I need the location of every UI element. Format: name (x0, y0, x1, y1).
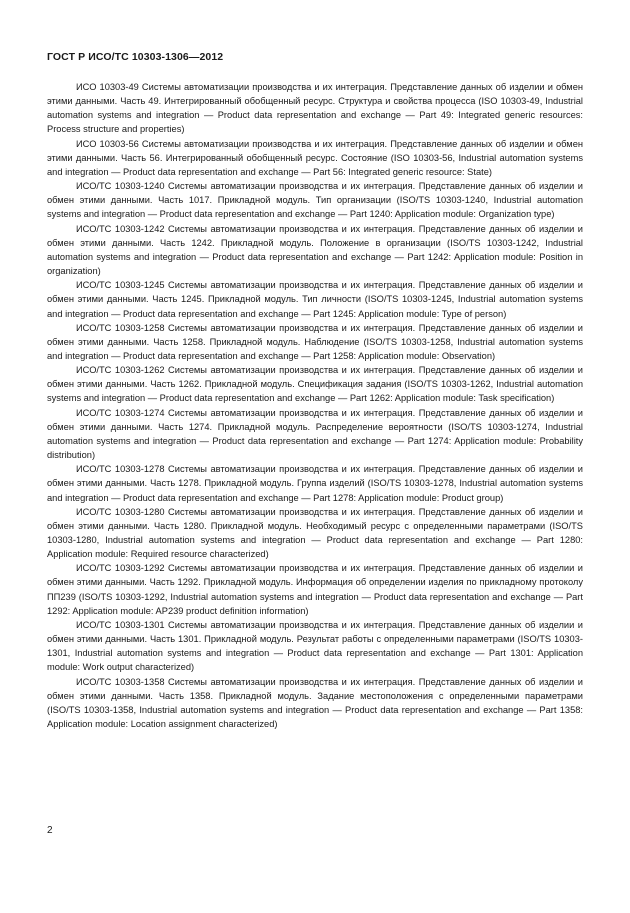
page-number: 2 (47, 825, 53, 836)
reference-entry: ИСО/ТС 10303-1301 Системы автоматизации производства и их интеграция. Представление данных об изделии и обмен этими данными. Часть 1301. Прикладной модуль. Результат работы с определенными параметрами (ISO/TS 10303-1301, Industrial automation systems and integration — Product data representation and exchange — Part 1301: Application module: Work output characterized) (47, 619, 583, 673)
reference-entry: ИСО/ТС 10303-1274 Системы автоматизации производства и их интеграция. Представление данных об изделии и обмен этими данными. Часть 1274. Прикладной модуль. Распределение вероятности (ISO/TS 10303-1274, Industrial automation systems and integration — Product data representation and exchange — Part 1274: Application module: Probability distribution) (47, 407, 583, 461)
reference-entry: ИСО/ТС 10303-1240 Системы автоматизации производства и их интеграция. Представление данных об изделии и обмен этими данными. Часть 1017. Прикладной модуль. Тип организации (ISO/TS 10303-1240, Industrial automation systems and integration — Product data representation and exchange — Part 1240: Application module: Organization type) (47, 181, 583, 220)
references-list (47, 80, 583, 731)
reference-entry: ИСО/ТС 10303-1262 Системы автоматизации производства и их интеграция. Представление данных об изделии и обмен этими данными. Часть 1262. Прикладной модуль. Спецификация задания (ISO/TS 10303-1262, Industrial automation systems and integration — Product data representation and exchange — Part 1262: Application module: Task specification) (47, 365, 583, 404)
reference-entry: ИСО 10303-49 Системы автоматизации производства и их интеграция. Представление данных об изделии и обмен этими данными. Часть 49. Интегрированный обобщенный ресурс. Структура и свойства процесса (ISO 10303-49, Industrial automation systems and integration — Product data representation and exchange — Part 49: Integrated generic resources: Process structure and properties) (47, 82, 583, 135)
reference-entry: ИСО/ТС 10303-1258 Системы автоматизации производства и их интеграция. Представление данных об изделии и обмен этими данными. Часть 1258. Прикладной модуль. Наблюдение (ISO/TS 10303-1258, Industrial automation systems and integration — Product data representation and exchange — Part 1258: Application module: Observation) (47, 322, 583, 361)
reference-entry: ИСО/ТС 10303-1278 Системы автоматизации производства и их интеграция. Представление данных об изделии и обмен этими данными. Часть 1278. Прикладной модуль. Группа изделий (ISO/TS 10303-1278, Industrial automation systems and integration — Product data representation and exchange — Part 1278: Application module: Product group) (47, 464, 583, 503)
document-header: ГОСТ Р ИСО/ТС 10303-1306—2012 (47, 51, 224, 63)
reference-entry: ИСО/ТС 10303-1242 Системы автоматизации производства и их интеграция. Представление данных об изделии и обмен этими данными. Часть 1242. Прикладной модуль. Положение в организации (ISO/TS 10303-1242, Industrial automation systems and integration — Product data representation and exchange — Part 1242: Application module: Position in organization) (47, 223, 583, 277)
reference-entry: ИСО/ТС 10303-1358 Системы автоматизации производства и их интеграция. Представление данных об изделии и обмен этими данными. Часть 1358. Прикладной модуль. Задание местоположения с определенными параметрами (ISO/TS 10303-1358, Industrial automation systems and integration — Product data representation and exchange — Part 1358: Application module: Location assignment characterized) (47, 676, 583, 730)
reference-entry: ИСО/ТС 10303-1245 Системы автоматизации производства и их интеграция. Представление данных об изделии и обмен этими данными. Часть 1245. Прикладной модуль. Тип личности (ISO/TS 10303-1245, Industrial automation systems and integration — Product data representation and exchange — Part 1245: Application module: Type of person) (47, 280, 583, 319)
reference-entry: ИСО/ТС 10303-1292 Системы автоматизации производства и их интеграция. Представление данных об изделии и обмен этими данными. Часть 1292. Прикладной модуль. Информация об определении изделия по прикладному протоколу ПП239 (ISO/TS 10303-1292, Industrial automation systems and integration — Product data representation and exchange — Part 1292: Application module: AP239 product definition information) (47, 563, 583, 616)
reference-entry: ИСО/ТС 10303-1280 Системы автоматизации производства и их интеграция. Представление данных об изделии и обмен этими данными. Часть 1280. Прикладной модуль. Необходимый ресурс с определенными параметрами (ISO/TS 10303-1280, Industrial automation systems and integration — Product data representation and exchange — Part 1280: Application module: Required resource characterized) (47, 506, 583, 560)
reference-entry: ИСО 10303-56 Системы автоматизации производства и их интеграция. Представление данных об изделии и обмен этими данными. Часть 56. Интегрированный обобщенный ресурс. Состояние (ISO 10303-56, Industrial automation systems and integration — Product data representation and exchange — Part 56: Integrated generic resource: State) (47, 138, 583, 177)
